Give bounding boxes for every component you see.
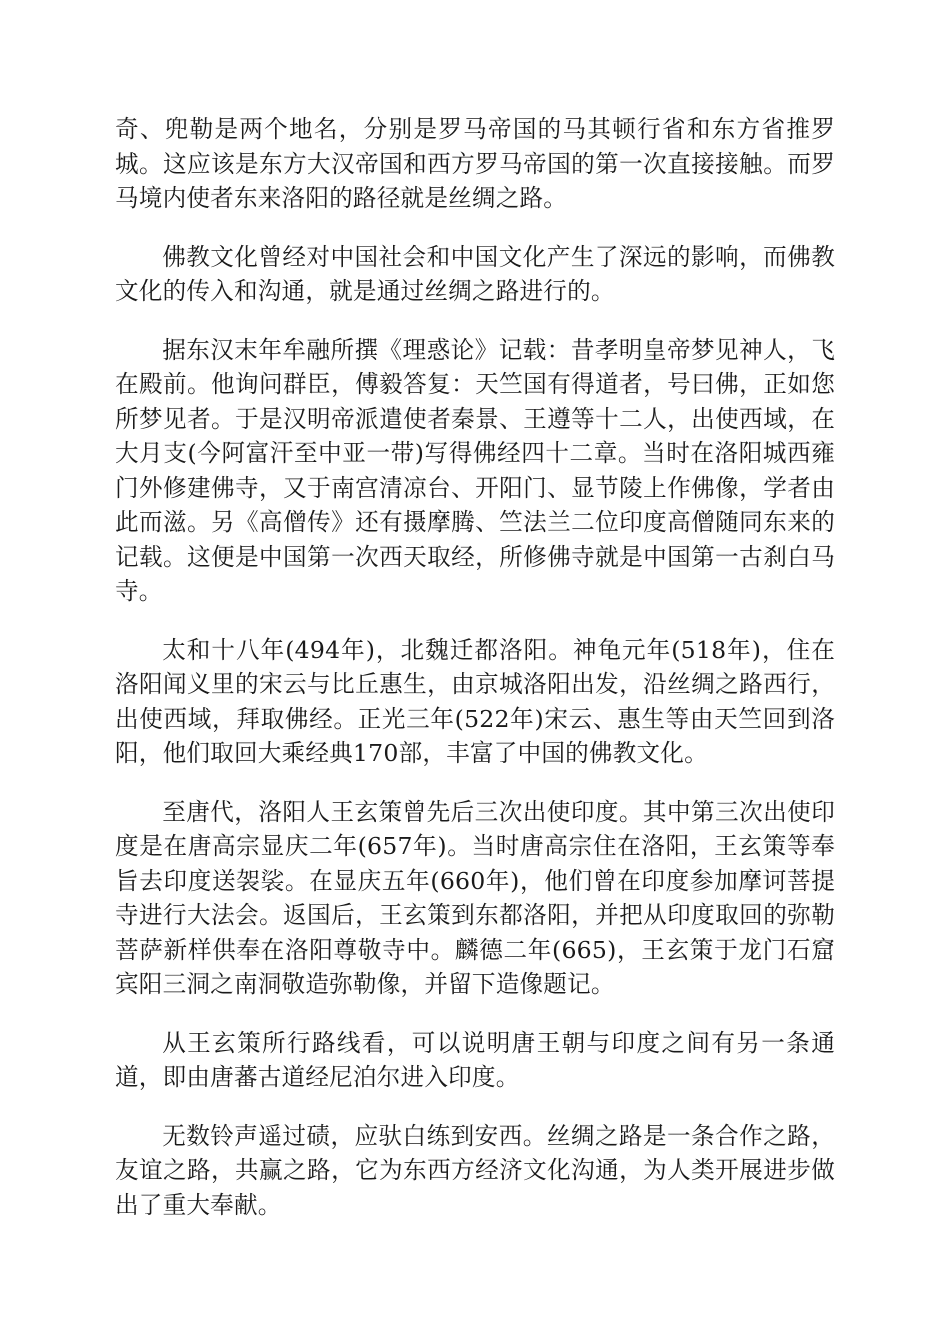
- paragraph-conclusion: 无数铃声遥过碛，应驮白练到安西。丝绸之路是一条合作之路，友谊之路，共赢之路，它为东西方经济文化沟通，为人类开展进步做出了重大奉献。: [115, 1121, 835, 1219]
- paragraph-continuation: 奇、兜勒是两个地名，分别是罗马帝国的马其顿行省和东方省推罗城。这应该是东方大汉帝国和西方罗马帝国的第一次直接接触。而罗马境内使者东来洛阳的路径就是丝绸之路。: [115, 115, 835, 212]
- paragraph-northern-wei: 太和十八年(494年)，北魏迁都洛阳。神龟元年(518年)，住在洛阳闻义里的宋云与比丘惠生，由京城洛阳出发，沿丝绸之路西行，出使西域，拜取佛经。正光三年(522年)宋云、惠生等由天竺回到洛阳，他们取回大乘经典170部，丰富了中国的佛教文化。: [115, 635, 835, 767]
- paragraph-buddhism-intro: 佛教文化曾经对中国社会和中国文化产生了深远的影响，而佛教文化的传入和沟通，就是通过丝绸之路进行的。: [115, 242, 835, 305]
- paragraph-route: 从王玄策所行路线看，可以说明唐王朝与印度之间有另一条通道，即由唐蕃古道经尼泊尔进入印度。: [115, 1028, 835, 1091]
- document-page: [115, 112, 835, 1246]
- paragraph-wang-xuance: 至唐代，洛阳人王玄策曾先后三次出使印度。其中第三次出使印度是在唐高宗显庆二年(657年)。当时唐高宗住在洛阳，王玄策等奉旨去印度送袈裟。在显庆五年(660年)，他们曾在印度参加摩诃菩提寺进行大法会。返国后，王玄策到东都洛阳，并把从印度取回的弥勒菩萨新样供奉在洛阳尊敬寺中。麟德二年(665)，王玄策于龙门石窟宾阳三洞之南洞敬造弥勒像，并留下造像题记。: [115, 797, 835, 998]
- paragraph-lihuolun: 据东汉末年牟融所撰《理惑论》记载：昔孝明皇帝梦见神人，飞在殿前。他询问群臣，傅毅答复：天竺国有得道者，号曰佛，正如您所梦见者。于是汉明帝派遣使者秦景、王遵等十二人，出使西域，在大月支(今阿富汗至中亚一带)写得佛经四十二章。当时在洛阳城西雍门外修建佛寺，又于南宫清凉台、开阳门、显节陵上作佛像，学者由此而滋。另《高僧传》还有摄摩腾、竺法兰二位印度高僧随同东来的记载。这便是中国第一次西天取经，所修佛寺就是中国第一古刹白马寺。: [115, 335, 835, 605]
